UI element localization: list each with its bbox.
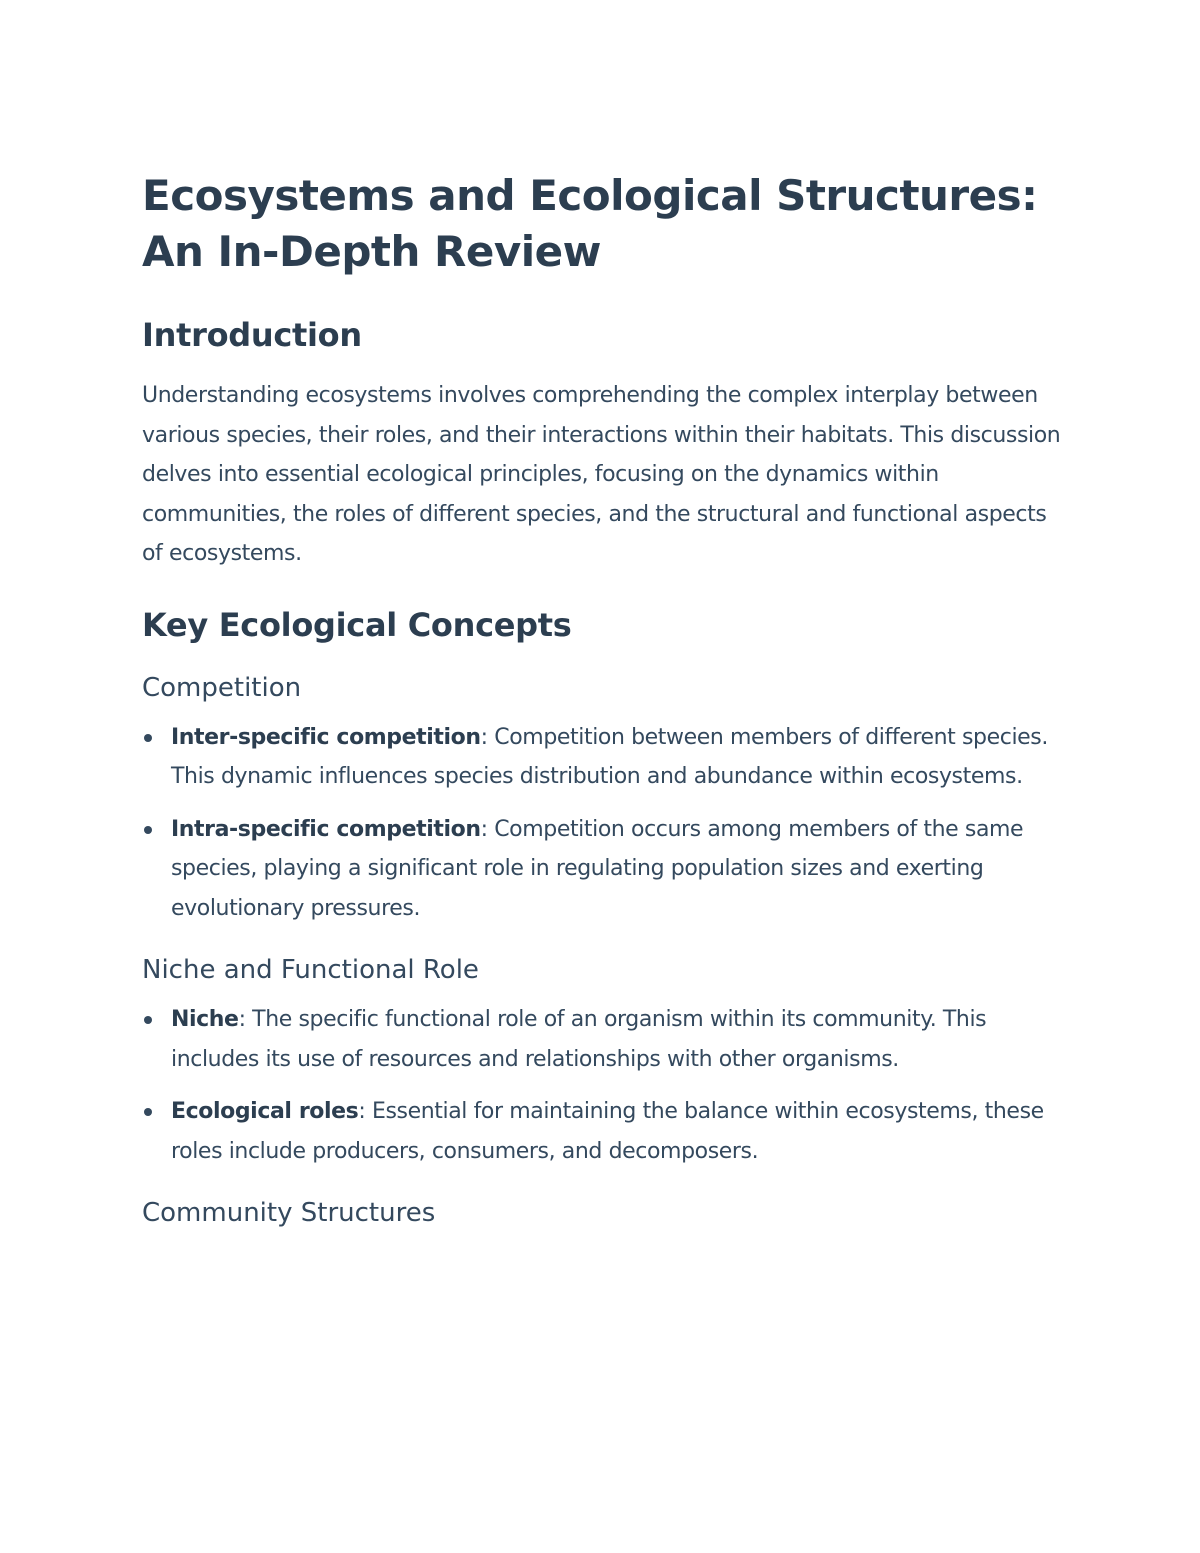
list-item [142, 810, 1062, 929]
community-structures-heading: Community Structures [142, 1198, 436, 1228]
introduction-heading: Introduction [142, 316, 362, 354]
list-item-text: : Competition occurs among members of the same species, playing a significant role in regulating population sizes and exerting evolutionary pressures. [171, 816, 1024, 921]
list-item-term: Inter-specific competition [171, 724, 481, 750]
bullet-icon [144, 1016, 152, 1024]
list-item [142, 1092, 1062, 1171]
bullet-icon [144, 826, 152, 834]
list-item-term: Niche [171, 1007, 239, 1032]
bullet-icon [144, 1108, 152, 1116]
list-item-text: : Essential for maintaining the balance within ecosystems, these roles include producers, consumers, and decomposers. [171, 1099, 1044, 1164]
competition-heading: Competition [142, 672, 302, 703]
niche-heading: Niche and Functional Role [142, 955, 479, 985]
niche-list [142, 1000, 1062, 1171]
list-item [142, 1000, 1062, 1079]
document-page [142, 168, 1062, 1231]
title-line-2: An In-Depth Review [142, 227, 601, 276]
list-item-term: Ecological roles [171, 1099, 359, 1124]
competition-list [142, 718, 1062, 929]
document-title [142, 168, 1062, 280]
introduction-paragraph: Understanding ecosystems involves comprehending the complex interplay between various species, their roles, and their interactions within their habitats. This discussion delves into essential ecological principles, focusing on the dynamics within communities, the roles of different species, and the structural and functional aspects of ecosystems. [142, 383, 1061, 566]
list-item-text: : The specific functional role of an organism within its community. This includes its use of resources and relationships with other organisms. [171, 1007, 987, 1072]
list-item [142, 718, 1062, 797]
title-line-1: Ecosystems and Ecological Structures: [142, 171, 1038, 220]
list-item-text: : Competition between members of different species. This dynamic influences species distribution and abundance within ecosystems. [171, 724, 1048, 789]
list-item-term: Intra-specific competition [171, 816, 481, 842]
key-concepts-heading: Key Ecological Concepts [142, 605, 572, 644]
bullet-icon [144, 734, 152, 742]
